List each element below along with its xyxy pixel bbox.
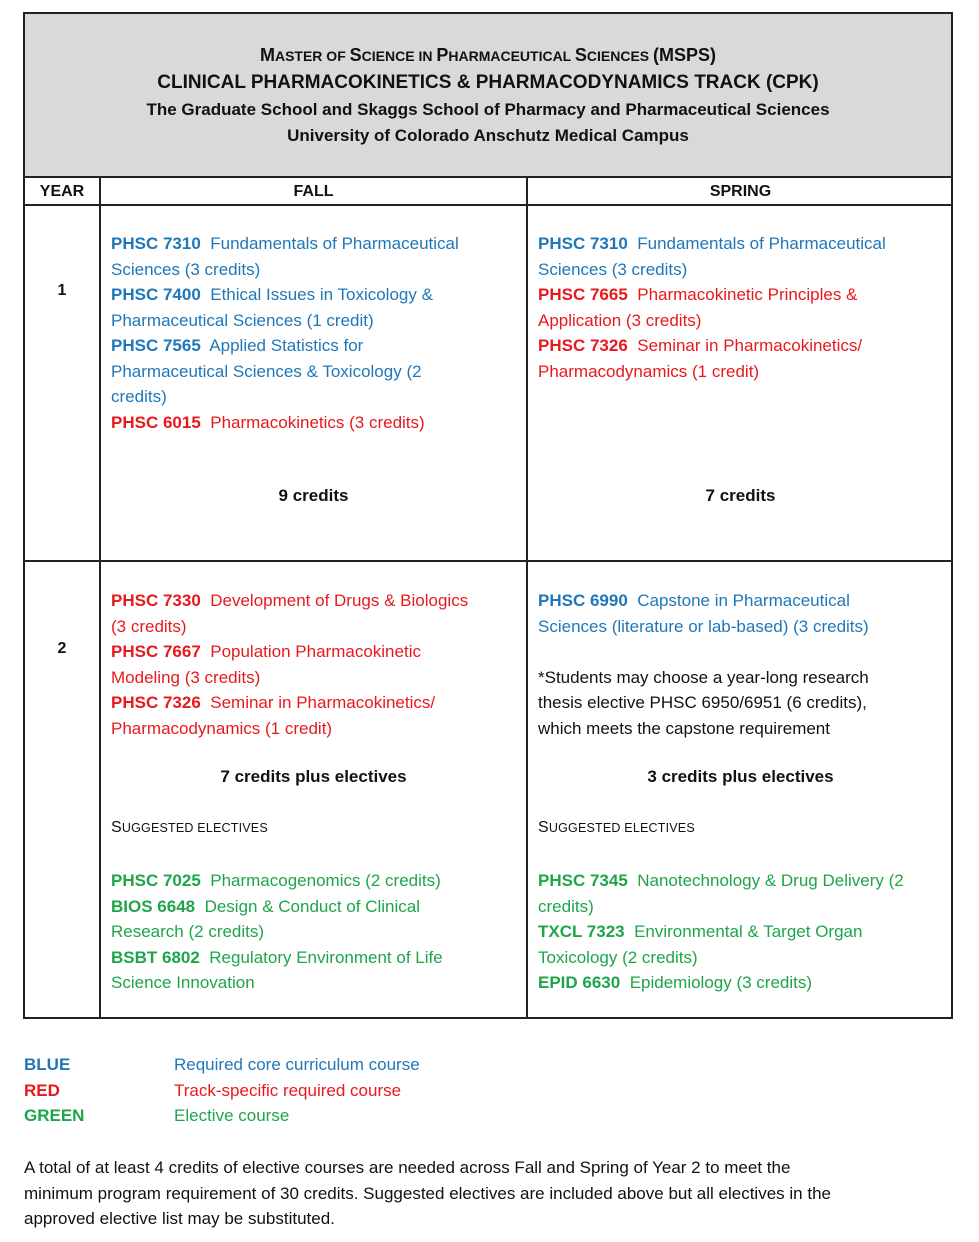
table-header [25, 14, 951, 178]
course-title: Sciences (literature or lab-based) (3 credits) [538, 616, 869, 636]
legend-key-blue: BLUE [24, 1055, 71, 1074]
elective-item [111, 894, 521, 945]
course-title: Ethical Issues in Toxicology & [210, 285, 433, 304]
course-title: Fundamentals of Pharmaceutical [210, 234, 459, 253]
note-line: thesis elective PHSC 6950/6951 (6 credits), [538, 693, 867, 712]
course-item [111, 282, 521, 333]
course-title: credits) [538, 896, 594, 916]
school-name: The Graduate School and Skaggs School of Pharmacy and Pharmaceutical Sciences [146, 100, 830, 119]
course-title: Modeling (3 credits) [111, 667, 261, 687]
course-title: Population Pharmacokinetic [210, 642, 421, 661]
course-code: PHSC 6990 [538, 591, 628, 610]
course-item [538, 282, 948, 333]
legend-desc-green: Elective course [174, 1106, 290, 1125]
note-line: which meets the capstone requirement [538, 718, 830, 738]
title-text: ASTER OF [274, 48, 350, 64]
footer-line: A total of at least 4 credits of elective courses are needed across Fall and Spring of Year 2 to meet the [24, 1158, 791, 1177]
curriculum-table [23, 12, 953, 1019]
program-title [25, 45, 951, 66]
suggested-electives-heading [538, 819, 695, 837]
course-title: Pharmacokinetics (3 credits) [210, 412, 425, 432]
course-title: Applied Statistics for [209, 336, 364, 355]
course-code: PHSC 7667 [111, 642, 201, 661]
year-1-label: 1 [57, 282, 67, 299]
legend-desc-blue: Required core curriculum course [174, 1055, 420, 1074]
title-text: CIENCE IN [361, 48, 437, 64]
year-1-fall-courses [111, 231, 521, 435]
course-code: PHSC 7330 [111, 591, 201, 610]
title-letter: S [349, 45, 362, 65]
elective-item [538, 970, 950, 996]
year-2-fall-electives [111, 868, 521, 996]
course-code: PHSC 7665 [538, 285, 628, 304]
capstone-note [538, 665, 948, 742]
column-divider [526, 178, 528, 1019]
heading-letter: S [111, 819, 122, 836]
course-title: Toxicology (2 credits) [538, 947, 698, 967]
credit-requirement-note [24, 1155, 944, 1232]
elective-item [111, 868, 521, 894]
course-title: Pharmacogenomics (2 credits) [210, 871, 441, 890]
footer-line: approved elective list may be substituted. [24, 1209, 335, 1228]
heading-text: UGGESTED ELECTIVES [121, 821, 268, 835]
course-title: Fundamentals of Pharmaceutical [637, 234, 886, 253]
course-title: Research (2 credits) [111, 922, 265, 941]
course-title: Science Innovation [111, 973, 255, 992]
course-title: Capstone in Pharmaceutical [637, 591, 850, 610]
course-item [111, 588, 521, 639]
course-code: PHSC 7326 [538, 336, 628, 355]
course-title: Environmental & Target Organ [634, 922, 863, 941]
course-title: Epidemiology (3 credits) [629, 973, 813, 992]
course-code: PHSC 6015 [111, 412, 201, 432]
course-title: Pharmacodynamics (1 credit) [538, 361, 760, 381]
year-2-spring-total: 3 credits plus electives [647, 767, 834, 786]
title-letter: S [574, 45, 587, 65]
legend-desc-red: Track-specific required course [174, 1080, 402, 1100]
year-column-header: YEAR [39, 183, 85, 200]
university-name: University of Colorado Anschutz Medical Campus [287, 126, 689, 145]
course-title: Pharmacodynamics (1 credit) [111, 718, 333, 738]
course-code: TXCL 7323 [538, 922, 625, 941]
course-code: PHSC 7326 [111, 693, 201, 712]
course-title: Seminar in Pharmacokinetics/ [210, 693, 436, 712]
course-title: Pharmaceutical Sciences & Toxicology (2 [111, 361, 422, 381]
course-code: BSBT 6802 [111, 947, 200, 967]
year-2-label: 2 [57, 640, 67, 657]
course-title: Sciences (3 credits) [111, 259, 261, 279]
course-item [111, 410, 521, 436]
year-2-fall-total: 7 credits plus electives [220, 767, 407, 786]
course-title: Development of Drugs & Biologics [210, 591, 469, 610]
footer-line: minimum program requirement of 30 credits. Suggested electives are included above but all electives in the [24, 1183, 831, 1203]
course-item [111, 333, 521, 410]
year-2-spring-courses [538, 588, 948, 741]
row-divider [25, 204, 951, 206]
course-title: credits) [111, 387, 167, 406]
course-code: PHSC 7310 [538, 234, 628, 253]
course-code: PHSC 7565 [111, 336, 201, 355]
course-title: Regulatory Environment of Life [209, 947, 443, 967]
spring-column-header: SPRING [709, 183, 772, 200]
year-2-spring-electives [538, 868, 950, 996]
course-code: BIOS 6648 [111, 896, 196, 916]
course-code: PHSC 7400 [111, 285, 201, 304]
elective-item [538, 919, 950, 970]
course-title: Application (3 credits) [538, 310, 702, 330]
suggested-electives-heading [111, 819, 268, 837]
heading-text: UGGESTED ELECTIVES [548, 821, 695, 835]
row-divider [25, 560, 951, 562]
course-title: (3 credits) [111, 616, 187, 636]
course-item [538, 333, 948, 384]
year-1-spring-total: 7 credits [705, 486, 776, 505]
course-item [111, 690, 521, 741]
title-letter: P [436, 45, 449, 65]
course-code: PHSC 7310 [111, 234, 201, 253]
year-2-fall-courses [111, 588, 521, 741]
course-item [111, 639, 521, 690]
course-code: PHSC 7345 [538, 871, 628, 890]
course-title: Pharmacokinetic Principles & [637, 285, 858, 304]
heading-letter: S [538, 819, 549, 836]
title-text: CIENCES [586, 48, 654, 64]
fall-column-header: FALL [293, 183, 334, 200]
course-item [538, 231, 948, 282]
title-text: HARMACEUTICAL [448, 48, 575, 64]
track-title: CLINICAL PHARMACOKINETICS & PHARMACODYNAMICS TRACK (CPK) [157, 72, 819, 93]
note-line: *Students may choose a year-long research [538, 667, 869, 687]
year-1-fall-total: 9 credits [278, 486, 349, 505]
course-title: Seminar in Pharmacokinetics/ [637, 336, 863, 355]
course-item [111, 231, 521, 282]
course-item [538, 588, 948, 639]
course-title: Nanotechnology & Drug Delivery (2 [637, 871, 904, 890]
course-title: Pharmaceutical Sciences (1 credit) [111, 310, 374, 330]
elective-item [111, 945, 521, 996]
column-divider [99, 178, 101, 1019]
year-1-spring-courses [538, 231, 948, 384]
legend-key-red: RED [24, 1080, 60, 1100]
title-letter: M [259, 45, 275, 65]
course-title: Sciences (3 credits) [538, 259, 688, 279]
title-acronym: (MSPS) [653, 45, 717, 65]
course-code: EPID 6630 [538, 973, 621, 992]
course-code: PHSC 7025 [111, 871, 201, 890]
legend-key-green: GREEN [24, 1106, 85, 1125]
course-title: Design & Conduct of Clinical [204, 896, 421, 916]
elective-item [538, 868, 950, 919]
